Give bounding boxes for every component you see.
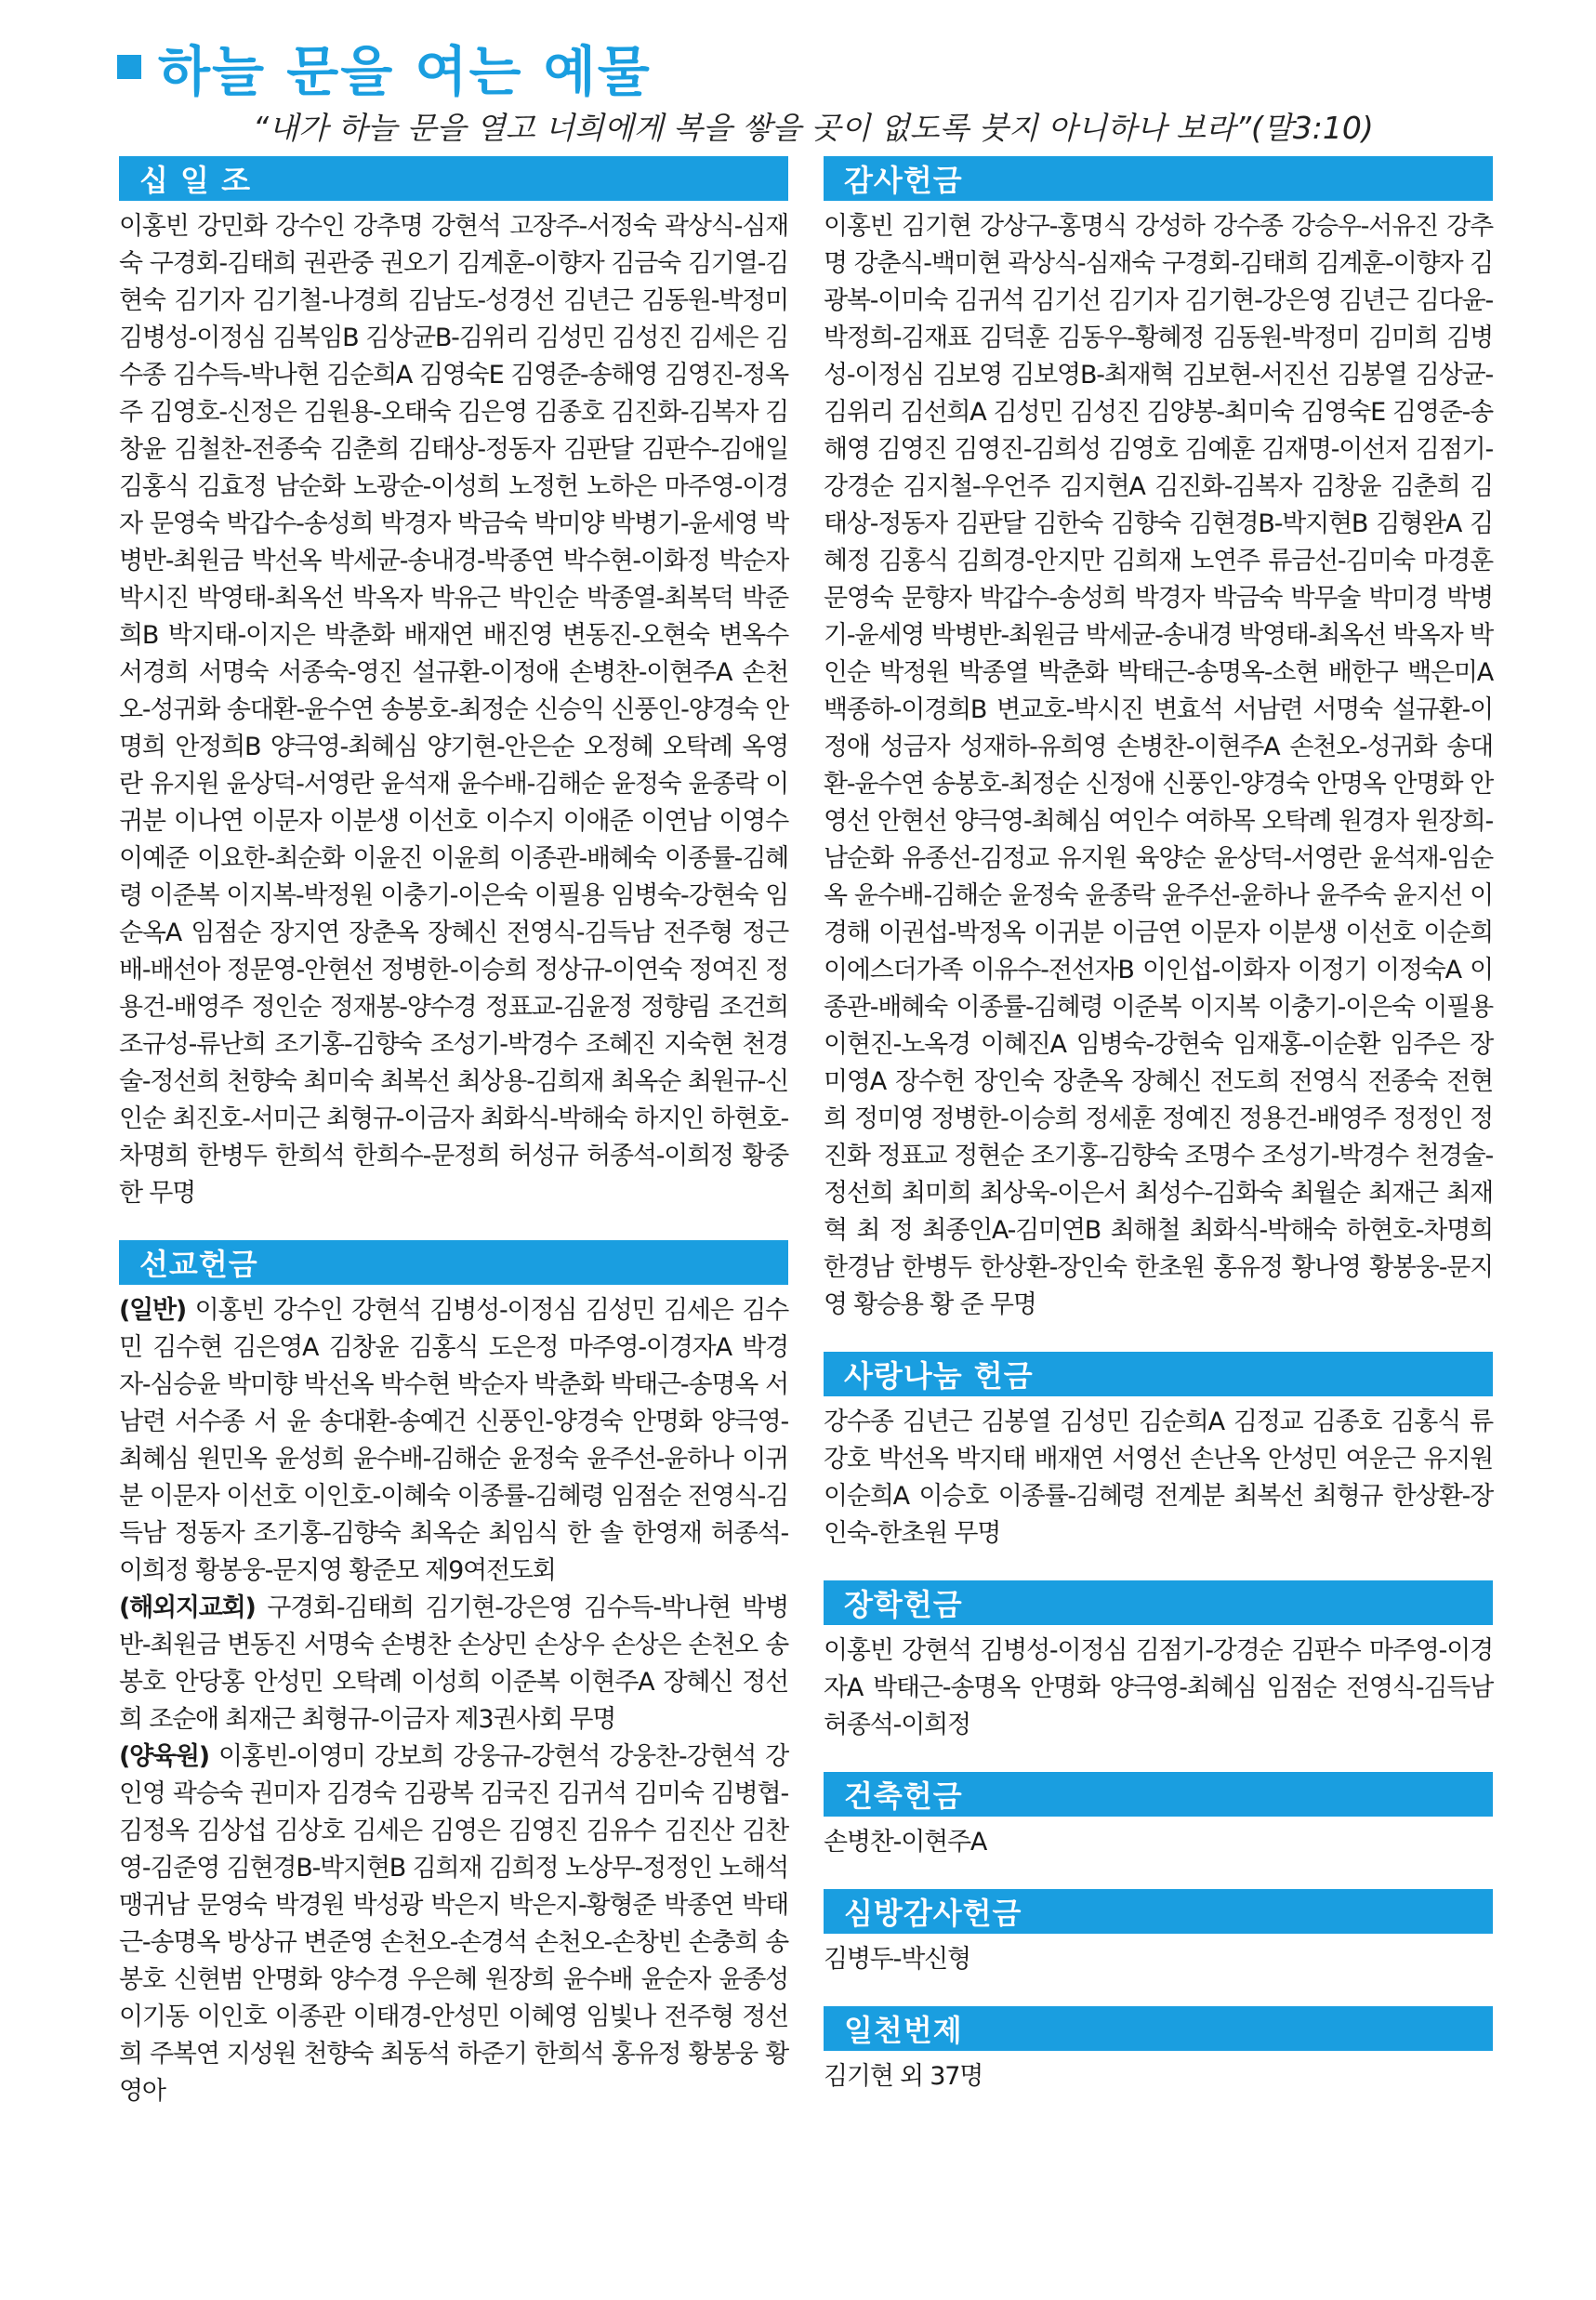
mission-overseas-text: 구경회-김태희 김기현-강은영 김수득-박나현 박병반-최원금 변동진 서명숙 손병찬 손상민 손상우 손상은 손천오 송봉호 안당홍 안성민 오탁례 이성희 이준복 이현주A 장혜신 정선희 조순애 최재근 최형규-이금자 제3권사회 무명 [119, 1593, 788, 1734]
building-names: 손병찬-이현주A [824, 1828, 987, 1857]
mission-orphanage [119, 1738, 788, 2110]
section-header-thousand: 일천번제 [824, 2006, 1493, 2051]
mission-names [119, 1292, 788, 2110]
mission-general [119, 1292, 788, 1590]
mission-overseas-label: (해외지교회) [119, 1593, 256, 1622]
section-visit [824, 1889, 1493, 1978]
right-column [824, 156, 1493, 2123]
section-building [824, 1772, 1493, 1861]
scripture-verse: “내가 하늘 문을 열고 너희에게 복을 쌓을 곳이 없도록 붓지 아니하나 보라”(말3:10) [253, 110, 1374, 146]
mission-general-label: (일반) [119, 1296, 187, 1325]
section-mission [119, 1240, 788, 2110]
section-thousand [824, 2006, 1493, 2095]
section-love [824, 1352, 1493, 1553]
love-names: 강수종 김년근 김봉열 김성민 김순희A 김정교 김종호 김홍식 류강호 박선옥 박지태 배재연 서영선 손난옥 안성민 여운근 유지원 이순희A 이승호 이종률-김혜령 전계분 최복선 최형규 한상환-장인숙-한초원 무명 [824, 1408, 1493, 1548]
mission-overseas [119, 1590, 788, 1738]
section-scholarship [824, 1580, 1493, 1744]
section-header-building: 건축헌금 [824, 1772, 1493, 1817]
section-header-mission: 선교헌금 [119, 1240, 788, 1285]
mission-orphanage-label: (양육원) [119, 1742, 209, 1771]
title-square-icon [117, 55, 141, 79]
section-header-scholarship: 장학헌금 [824, 1580, 1493, 1625]
left-column [119, 156, 788, 2138]
section-header-visit: 심방감사헌금 [824, 1889, 1493, 1934]
visit-names: 김병두-박신형 [824, 1945, 970, 1974]
section-tithe [119, 156, 788, 1212]
thanks-names: 이홍빈 김기현 강상구-홍명식 강성하 강수종 강승우-서유진 강추명 강춘식-백미현 곽상식-심재숙 구경회-김태희 김계훈-이향자 김광복-이미숙 김귀석 김기선 김기자 김기현-강은영 김년근 김다윤-박정희-김재표 김덕훈 김동우-황혜정 김동원-박정미 김미희 김병성-이정심 김보영 김보영B-최재혁 김보현-서진선 김봉열 김상균-김위리 김선희A 김성민 김성진 김양봉-최미숙 김영숙E 김영준-송해영 김영진 김영진-김희성 김영호 김예훈 김재명-이선저 김점기-강경순 김지철-우언주 김지현A 김진화-김복자 김창윤 김춘희 김태상-정동자 김판달 김한숙 김향숙 김현경B-박지현B 김형완A 김혜정 김홍식 김희경-안지만 김희재 노연주 류금선-김미숙 마경훈 문영숙 문향자 박갑수-송성희 박경자 박금숙 박무술 박미경 박병기-윤세영 박병반-최원금 박세균-송내경 박영태-최옥선 박옥자 박인순 박정원 박종열 박춘화 박태근-송명옥-소현 배한구 백은미A 백종하-이경희B 변교호-박시진 변효석 서남련 서명숙 설규환-이정애 성금자 성재하-유희영 손병찬-이현주A 손천오-성귀화 송대환-윤수연 송봉호-최정순 신정애 신풍인-양경숙 안명옥 안명화 안영선 안현선 양극영-최혜심 여인수 여하목 오탁례 원경자 원장희-남순화 유종선-김정교 유지원 육양순 윤상덕-서영란 윤석재-임순옥 윤수배-김해순 윤정숙 윤종락 윤주선-윤하나 윤주숙 윤지선 이경해 이권섭-박정옥 이귀분 이금연 이문자 이분생 이선호 이순희 이에스더가족 이유수-전선자B 이인섭-이화자 이정기 이정숙A 이종관-배혜숙 이종률-김혜령 이준복 이지복 이충기-이은숙 이필용 이현진-노옥경 이혜진A 임병숙-강현숙 임재홍-이순환 임주은 장미영A 장수헌 장인숙 장춘옥 장혜신 전도희 전영식 전종숙 전현희 정미영 정병한-이승희 정세훈 정예진 정용건-배영주 정정인 정진화 정표교 정현순 조기홍-김향숙 조명수 조성기-박경수 천경술-정선희 최미희 최상욱-이은서 최성수-김화숙 최월순 최재근 최재혁 최 정 최종인A-김미연B 최해철 최화식-박해숙 하현호-차명희 한경남 한병두 한상환-장인숙 한초원 홍유정 황나영 황봉웅-문지영 황승용 황 준 무명 [824, 212, 1493, 1319]
section-header-love: 사랑나눔 헌금 [824, 1352, 1493, 1396]
mission-orphanage-text: 이홍빈-이영미 강보희 강웅규-강현석 강웅찬-강현석 강인영 곽승숙 권미자 김경숙 김광복 김국진 김귀석 김미숙 김병협-김정옥 김상섭 김상호 김세은 김영은 김영진 김유수 김진산 김찬영-김준영 김현경B-박지현B 김희재 김희정 노상무-정정인 노해석 맹귀남 문영숙 박경원 박성광 박은지 박은지-황형준 박종연 박태근-송명옥 방상규 변준영 손천오-손경석 손천오-손창빈 손충희 송봉호 신현범 안명화 양수경 우은혜 원장희 윤수배 윤순자 윤종성 이기동 이인호 이종관 이태경-안성민 이혜영 임빛나 전주형 정선희 주복연 지성원 천향숙 최동석 하준기 한희석 홍유정 황봉웅 황영아 [119, 1742, 789, 2106]
section-thanks [824, 156, 1493, 1324]
page-title [117, 28, 652, 106]
mission-general-text: 이홍빈 강수인 강현석 김병성-이정심 김성민 김세은 김수민 김수현 김은영A 김창윤 김홍식 도은정 마주영-이경자A 박경자-심승윤 박미향 박선옥 박수현 박순자 박춘화 박태근-송명옥 서남련 서수종 서 윤 송대환-송예건 신풍인-양경숙 안명화 양극영-최혜심 원민옥 윤성희 윤수배-김해순 윤정숙 윤주선-윤하나 이귀분 이문자 이선호 이인호-이혜숙 이종률-김혜령 임점순 전영식-김득남 정동자 조기홍-김향숙 최옥순 최임식 한 솔 한영재 허종석-이희정 황봉웅-문지영 황준모 제9여전도회 [119, 1296, 788, 1585]
thousand-names: 김기현 외 37명 [824, 2062, 983, 2091]
section-header-thanks: 감사헌금 [824, 156, 1493, 201]
scholarship-names: 이홍빈 강현석 김병성-이정심 김점기-강경순 김판수 마주영-이경자A 박태근-송명옥 안명화 양극영-최혜심 임점순 전영식-김득남 허종석-이희정 [824, 1636, 1493, 1739]
title-text: 하늘 문을 여는 예물 [158, 40, 652, 103]
tithe-names: 이홍빈 강민화 강수인 강추명 강현석 고장주-서정숙 곽상식-심재숙 구경회-김태희 권관중 권오기 김계훈-이향자 김금숙 김기열-김현숙 김기자 김기철-나경희 김남도-성경선 김년근 김동원-박정미 김병성-이정심 김복임B 김상균B-김위리 김성민 김성진 김세은 김수종 김수득-박나현 김순희A 김영숙E 김영준-송해영 김영진-정옥주 김영호-신정은 김원용-오태숙 김은영 김종호 김진화-김복자 김창윤 김철찬-전종숙 김춘희 김태상-정동자 김판달 김판수-김애일 김홍식 김효정 남순화 노광순-이성희 노정헌 노하은 마주영-이경자 문영숙 박갑수-송성희 박경자 박금숙 박미양 박병기-윤세영 박병반-최원금 박선옥 박세균-송내경-박종연 박수현-이화정 박순자 박시진 박영태-최옥선 박옥자 박유근 박인순 박종열-최복덕 박준희B 박지태-이지은 박춘화 배재연 배진영 변동진-오현숙 변옥수 서경희 서명숙 서종숙-영진 설규환-이정애 손병찬-이현주A 손천오-성귀화 송대환-윤수연 송봉호-최정순 신승익 신풍인-양경숙 안명희 안정희B 양극영-최혜심 양기현-안은순 오정혜 오탁례 옥영란 유지원 윤상덕-서영란 윤석재 윤수배-김해순 윤정숙 윤종락 이귀분 이나연 이문자 이분생 이선호 이수지 이애준 이연남 이영수 이예준 이요한-최순화 이윤진 이윤희 이종관-배혜숙 이종률-김혜령 이준복 이지복-박정원 이충기-이은숙 이필용 임병숙-강현숙 임순옥A 임점순 장지연 장춘옥 장혜신 전영식-김득남 전주형 정근배-배선아 정문영-안현선 정병한-이승희 정상규-이연숙 정여진 정용건-배영주 정인순 정재봉-양수경 정표교-김윤정 정향림 조건희 조규성-류난희 조기홍-김향숙 조성기-박경수 조혜진 지숙현 천경술-정선희 천향숙 최미숙 최복선 최상용-김희재 최옥순 최원규-신인순 최진호-서미근 최형규-이금자 최화식-박해숙 하지인 하현호-차명희 한병두 한희석 한희수-문정희 허성규 허종석-이희정 황중한 무명 [119, 212, 788, 1208]
section-header-tithe: 십 일 조 [119, 156, 788, 201]
